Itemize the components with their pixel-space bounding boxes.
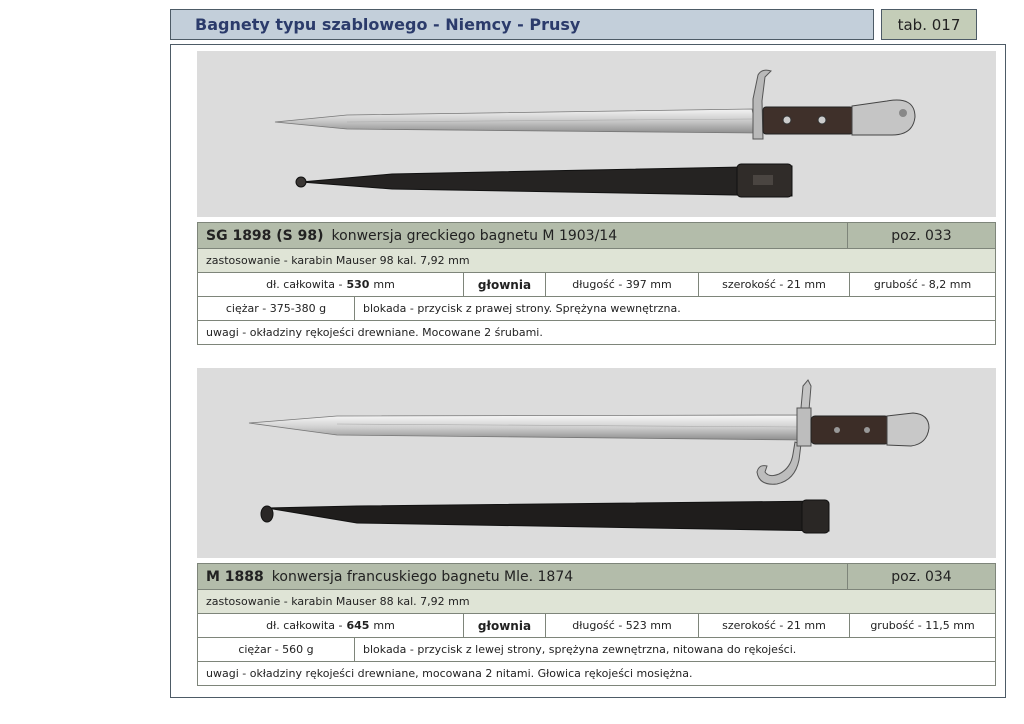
weight-lock-row bbox=[197, 297, 996, 321]
table-number: tab. 017 bbox=[881, 9, 977, 40]
item-header-row bbox=[197, 563, 996, 590]
total-length-cell bbox=[198, 614, 464, 637]
blade-thickness: grubość - 11,5 mm bbox=[870, 619, 975, 632]
total-length-cell bbox=[198, 273, 464, 296]
usage-row bbox=[197, 590, 996, 614]
page-title: Bagnety typu szablowego - Niemcy - Prusy bbox=[170, 9, 874, 40]
item-header-row bbox=[197, 222, 996, 249]
total-length-value: 530 bbox=[346, 278, 370, 291]
total-length-unit: mm bbox=[373, 278, 395, 291]
total-length-value: 645 bbox=[346, 619, 370, 632]
bayonet-photo-sg1898 bbox=[197, 51, 996, 217]
lock-description: blokada - przycisk z lewej strony, sprężyna zewnętrzna, nitowana do rękojeści. bbox=[363, 643, 797, 656]
lock-description: blokada - przycisk z prawej strony. Sprężyna wewnętrzna. bbox=[363, 302, 681, 315]
notes-text: uwagi - okładziny rękojeści drewniane, mocowana 2 nitami. Głowica rękojeści mosiężna. bbox=[206, 667, 693, 680]
item-name bbox=[198, 223, 848, 248]
total-length-label: dł. całkowita - bbox=[266, 278, 343, 291]
total-length-unit: mm bbox=[373, 619, 395, 632]
notes-text: uwagi - okładziny rękojeści drewniane. Mocowane 2 śrubami. bbox=[206, 326, 543, 339]
blade-label: głownia bbox=[464, 273, 546, 296]
notes-row bbox=[197, 321, 996, 345]
total-length-label: dł. całkowita - bbox=[266, 619, 343, 632]
notes-row bbox=[197, 662, 996, 686]
model-name: M 1888 bbox=[206, 568, 264, 585]
usage-row bbox=[197, 249, 996, 273]
usage-text: zastosowanie - karabin Mauser 88 kal. 7,92 mm bbox=[206, 595, 470, 608]
blade-thickness: grubość - 8,2 mm bbox=[873, 278, 972, 291]
usage-text: zastosowanie - karabin Mauser 98 kal. 7,92 mm bbox=[206, 254, 470, 267]
dimensions-row bbox=[197, 614, 996, 638]
blade-width: szerokość - 21 mm bbox=[699, 614, 850, 637]
weight: ciężar - 560 g bbox=[198, 638, 355, 661]
weight-lock-row bbox=[197, 638, 996, 662]
model-description: konwersja greckiego bagnetu M 1903/14 bbox=[331, 227, 618, 244]
blade-width: szerokość - 21 mm bbox=[699, 273, 850, 296]
blade-length: długość - 397 mm bbox=[546, 273, 699, 296]
model-name: SG 1898 (S 98) bbox=[206, 227, 324, 244]
dimensions-row bbox=[197, 273, 996, 297]
weight: ciężar - 375-380 g bbox=[198, 297, 355, 320]
bayonet-photo-m1888 bbox=[197, 368, 996, 558]
item-name bbox=[198, 564, 848, 589]
blade-label: głownia bbox=[464, 614, 546, 637]
position-number: poz. 034 bbox=[891, 568, 952, 585]
model-description: konwersja francuskiego bagnetu Mle. 1874 bbox=[271, 568, 574, 585]
blade-length: długość - 523 mm bbox=[546, 614, 699, 637]
position-number: poz. 033 bbox=[891, 227, 952, 244]
